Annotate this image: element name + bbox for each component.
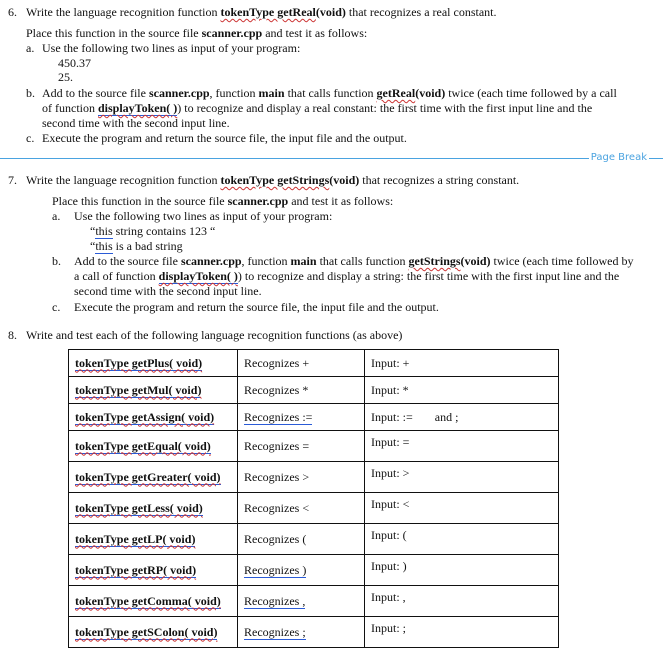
function-signature: tokenType getComma( void) [75,593,221,608]
input-text: Input: := [371,409,413,424]
q7-number: 7. [8,173,17,187]
function-signature: tokenType getLess( void) [75,500,203,515]
recognizes-text: Recognizes ( [244,531,307,546]
q7-a-text: Use the following two lines as input of your program: [74,209,333,223]
q7-place: Place this function in the source file scanner.cpp and test it as follows: [52,194,394,208]
q7-c-label: c. [52,300,61,314]
q6-b-label: b. [26,86,35,100]
table-row [69,555,559,586]
q6-input-1: 450.37 [58,56,91,70]
function-signature: tokenType getSColon( void) [75,624,218,639]
q7-b-line3: second time with the second input line. [74,284,262,298]
table-row [69,404,559,431]
table-row [69,586,559,617]
q7-c-text: Execute the program and return the source file, the input file and the output. [74,300,439,314]
recognizes-text: Recognizes * [244,382,309,397]
q7-b-line2: a call of function displayToken( )) to recognize and display a string: the first time with the first input line and the [74,269,620,283]
recognizes-text: Recognizes = [244,438,310,453]
q7-input-2: “this is a bad string [90,239,183,253]
q6-b-line1: Add to the source file scanner.cpp, function main that calls function getReal(void) twice (each time followed by a call [42,86,617,100]
recognizes-text: Recognizes ) [244,562,307,577]
q6-number: 6. [8,5,17,19]
input-text: Input: , [371,590,406,604]
recognizes-text: Recognizes , [244,593,306,608]
input-text: Input: ) [371,559,407,573]
recognizes-text: Recognizes + [244,355,310,370]
function-signature: tokenType getAssign( void) [75,409,215,424]
function-signature: tokenType getGreater( void) [75,469,221,484]
function-signature: tokenType getRP( void) [75,562,197,577]
table-row [69,524,559,555]
table-row [69,493,559,524]
q6-c-text: Execute the program and return the source file, the input file and the output. [42,131,407,145]
q6-a-label: a. [26,41,35,55]
recognizes-text: Recognizes := [244,409,313,424]
function-signature: tokenType getPlus( void) [75,355,203,370]
recognizes-text: Recognizes > [244,469,310,484]
page-break-label: Page Break [590,152,647,163]
q7-heading: Write the language recognition function tokenType getStrings(void) that recognizes a string constant. [26,173,520,187]
function-signature: tokenType getLP( void) [75,531,196,546]
q7-b-label: b. [52,254,61,268]
table-row [69,377,559,404]
q7-input-1: “this string contains 123 “ [90,224,216,238]
q6-input-2: 25. [58,70,73,84]
table-row [69,431,559,462]
q7-b-line1: Add to the source file scanner.cpp, function main that calls function getStrings(void) twice (each time followed by [74,254,634,268]
q6-heading: Write the language recognition function tokenType getReal(void) that recognizes a real constant. [26,5,497,19]
table-row [69,462,559,493]
q7-a-label: a. [52,209,61,223]
input-text: Input: = [371,435,410,449]
input-text: Input: ; [371,621,406,635]
table-row [69,350,559,377]
function-signature: tokenType getEqual( void) [75,438,211,453]
q8-text: Write and test each of the following language recognition functions (as above) [26,328,403,342]
functions-table [68,349,559,648]
q6-b-line2: of function displayToken( )) to recognize and display a real constant: the first time with the first input line and the [42,101,593,115]
q6-a-text: Use the following two lines as input of your program: [42,41,301,55]
q6-place: Place this function in the source file scanner.cpp and test it as follows: [26,26,368,40]
table-row [69,617,559,648]
q6-c-label: c. [26,131,35,145]
recognizes-text: Recognizes < [244,500,310,515]
recognizes-text: Recognizes ; [244,624,306,639]
q8-number: 8. [8,328,17,342]
input-extra: and ; [434,409,459,424]
q6-b-line3: second time with the second input line. [42,116,230,130]
input-text: Input: * [371,382,409,397]
page-break-line [0,158,663,159]
input-text: Input: + [371,355,410,370]
function-signature: tokenType getMul( void) [75,382,202,397]
input-text: Input: < [371,497,410,511]
input-text: Input: ( [371,528,407,542]
input-text: Input: > [371,466,410,480]
